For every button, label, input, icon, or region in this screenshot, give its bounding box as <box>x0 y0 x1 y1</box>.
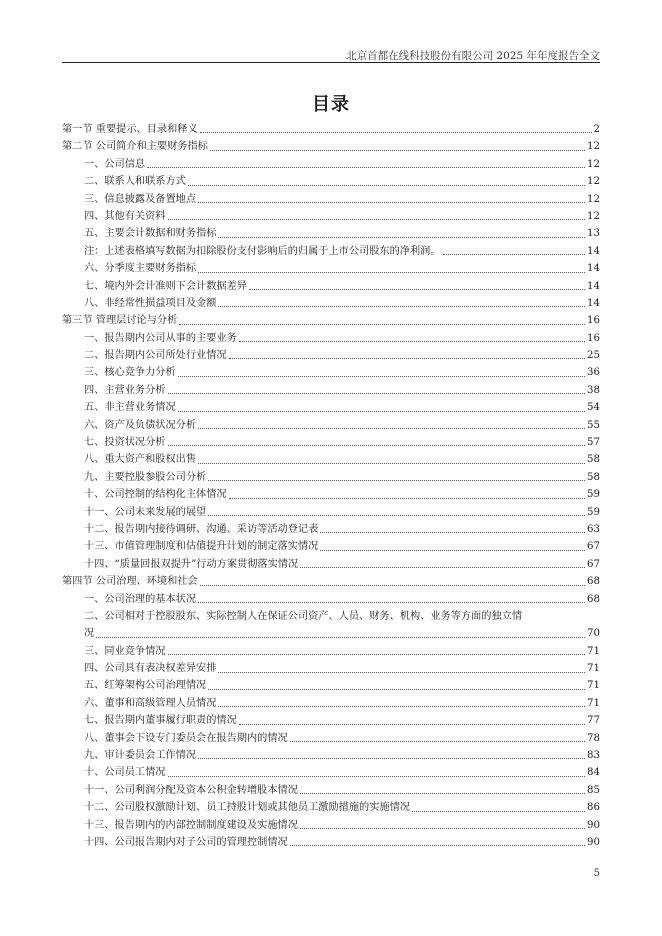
toc-entry[interactable] <box>62 225 600 242</box>
toc-entry[interactable] <box>62 399 600 416</box>
toc-entry-label: 九、审计委员会工作情况 <box>84 750 197 762</box>
toc-entry[interactable] <box>62 138 600 155</box>
toc-entry-label: 九、主要控股参股公司分析 <box>84 471 207 483</box>
toc-entry-page: 58 <box>587 471 600 483</box>
toc-entry-page: 16 <box>587 315 600 327</box>
toc-entry[interactable] <box>62 295 600 312</box>
toc-entry-label: 一、报告期内公司从事的主要业务 <box>84 332 237 344</box>
toc-entry-label: 六、分季度主要财务指标 <box>84 263 197 275</box>
toc-entry-label: 四、其他有关资料 <box>84 210 166 222</box>
toc-entry[interactable] <box>62 764 600 781</box>
toc-entry[interactable] <box>62 469 600 486</box>
toc-entry[interactable] <box>62 208 600 225</box>
toc-entry-page: 68 <box>587 576 600 588</box>
toc-entry-label: 十二、报告期内接待调研、沟通、采访等活动登记表 <box>84 523 319 535</box>
toc-entry-page: 86 <box>587 802 600 814</box>
toc-entry[interactable] <box>62 173 600 190</box>
toc-entry-page: 71 <box>587 663 600 675</box>
dot-leader <box>179 324 585 325</box>
toc-entry-label: 第一节 重要提示、目录和释义 <box>62 123 198 135</box>
toc-entry-label: 五、红筹架构公司治理情况 <box>84 680 207 692</box>
dot-leader <box>198 428 585 429</box>
toc-entry[interactable] <box>62 799 600 816</box>
toc-entry[interactable] <box>62 573 600 590</box>
toc-entry-label: 第二节 公司简介和主要财务指标 <box>62 141 208 153</box>
toc-entry-page: 70 <box>587 628 600 640</box>
dot-leader <box>218 306 585 307</box>
toc-entry-label: 三、信息披露及备置地点 <box>84 193 197 205</box>
dot-leader <box>239 341 585 342</box>
table-of-contents <box>62 121 600 851</box>
dot-leader <box>188 185 585 186</box>
toc-entry-label: 八、重大资产和股权出售 <box>84 454 197 466</box>
toc-entry-label: 十一、公司利润分配及资本公积金转增股本情况 <box>84 784 298 796</box>
toc-entry[interactable] <box>62 712 600 729</box>
toc-entry-label: 第四节 公司治理、环境和社会 <box>62 576 198 588</box>
dot-leader <box>198 602 585 603</box>
toc-title: 目录 <box>312 94 350 115</box>
toc-entry-label: 三、核心竞争力分析 <box>84 367 176 379</box>
dot-leader <box>320 550 585 551</box>
toc-entry[interactable] <box>62 417 600 434</box>
toc-entry-page: 55 <box>587 419 600 431</box>
toc-entry-label: 四、公司具有表决权差异安排 <box>84 663 217 675</box>
toc-entry-label: 十一、公司未来发展的展望 <box>84 506 207 518</box>
toc-entry[interactable] <box>62 330 600 347</box>
toc-entry-label: 十、公司员工情况 <box>84 767 166 779</box>
dot-leader <box>208 689 585 690</box>
dot-leader <box>229 358 585 359</box>
page-number: 5 <box>593 868 600 879</box>
dot-leader <box>229 498 585 499</box>
toc-entry[interactable] <box>62 591 600 608</box>
dot-leader <box>198 202 585 203</box>
toc-entry-page: 78 <box>587 732 600 744</box>
dot-leader <box>320 532 585 533</box>
dot-leader <box>168 393 586 394</box>
dot-leader <box>168 776 586 777</box>
toc-entry-page: 14 <box>587 263 600 275</box>
toc-entry[interactable] <box>62 486 600 503</box>
toc-entry-label: 八、董事会下设专门委员会在报告期内的情况 <box>84 732 288 744</box>
dot-leader <box>200 132 592 133</box>
toc-entry[interactable] <box>62 747 600 764</box>
toc-entry-page: 13 <box>587 228 600 240</box>
toc-entry-label: 况 <box>84 628 95 640</box>
toc-entry-page: 83 <box>587 750 600 762</box>
dot-leader <box>218 706 585 707</box>
toc-entry[interactable] <box>62 278 600 295</box>
toc-entry[interactable] <box>62 538 600 555</box>
toc-entry[interactable] <box>62 608 600 625</box>
dot-leader <box>218 237 585 238</box>
toc-entry-page: 25 <box>587 350 600 362</box>
dot-leader <box>168 654 586 655</box>
dot-leader <box>198 758 585 759</box>
toc-entry[interactable] <box>62 243 600 260</box>
toc-entry-page: 71 <box>587 697 600 709</box>
toc-entry-label: 五、主要会计数据和财务指标 <box>84 228 217 240</box>
toc-entry[interactable] <box>62 730 600 747</box>
toc-entry-label: 三、同业竞争情况 <box>84 645 166 657</box>
toc-entry-page: 90 <box>587 837 600 848</box>
toc-entry[interactable] <box>62 382 600 399</box>
toc-entry[interactable] <box>62 834 600 851</box>
toc-entry-label: 注：上述表格填写数据为扣除股份支付影响后的归属于上市公司股东的净利润。 <box>84 245 441 257</box>
dot-leader <box>198 272 585 273</box>
dot-leader <box>168 219 586 220</box>
toc-entry-page: 71 <box>587 680 600 692</box>
toc-entry-label: 十二、公司股权激励计划、员工持股计划或其他员工激励措施的实施情况 <box>84 802 410 814</box>
toc-entry[interactable] <box>62 678 600 695</box>
toc-entry-label: 二、报告期内公司所处行业情况 <box>84 350 227 362</box>
dot-leader <box>168 445 586 446</box>
toc-entry[interactable] <box>62 782 600 799</box>
toc-entry-continuation[interactable] <box>62 625 600 642</box>
toc-entry-page: 71 <box>587 645 600 657</box>
dot-leader <box>198 463 585 464</box>
toc-entry-page: 58 <box>587 454 600 466</box>
toc-entry-page: 67 <box>587 541 600 553</box>
toc-entry-label: 六、资产及负债状况分析 <box>84 419 197 431</box>
toc-entry-page: 84 <box>587 767 600 779</box>
toc-entry-page: 12 <box>587 158 600 170</box>
toc-entry[interactable] <box>62 817 600 834</box>
dot-leader <box>290 845 585 846</box>
toc-entry-label: 八、非经常性损益项目及金额 <box>84 297 217 309</box>
toc-entry-label: 二、公司相对于控股股东、实际控制人在保证公司资产、人员、财务、机构、业务等方面的独立情 <box>84 610 523 622</box>
toc-entry-page: 38 <box>587 384 600 396</box>
toc-entry-page: 68 <box>587 593 600 605</box>
dot-leader <box>290 741 585 742</box>
toc-entry[interactable] <box>62 521 600 538</box>
toc-entry-page: 14 <box>587 297 600 309</box>
toc-entry[interactable] <box>62 695 600 712</box>
toc-entry-label: 二、联系人和联系方式 <box>84 176 186 188</box>
dot-leader <box>218 672 585 673</box>
toc-entry-page: 67 <box>587 558 600 570</box>
dot-leader <box>443 254 585 255</box>
toc-entry[interactable] <box>62 643 600 660</box>
dot-leader <box>178 411 585 412</box>
toc-entry-page: 14 <box>587 280 600 292</box>
toc-entry-label: 七、投资状况分析 <box>84 437 166 449</box>
dot-leader <box>412 811 585 812</box>
running-header: 北京首都在线科技股份有限公司 2025 年年度报告全文 <box>346 50 600 62</box>
toc-entry-label: 十四、“质量回报双提升”行动方案贯彻落实情况 <box>84 558 299 570</box>
toc-entry-label: 十、公司控制的结构化主体情况 <box>84 489 227 501</box>
toc-entry-label: 第三节 管理层讨论与分析 <box>62 315 178 327</box>
dot-leader <box>239 724 585 725</box>
dot-leader <box>208 515 585 516</box>
header-rule <box>62 62 600 63</box>
toc-entry-page: 77 <box>587 715 600 727</box>
dot-leader <box>300 567 585 568</box>
toc-entry-page: 54 <box>587 402 600 414</box>
toc-entry-label: 四、主营业务分析 <box>84 384 166 396</box>
dot-leader <box>178 376 585 377</box>
toc-entry-page: 2 <box>593 123 600 135</box>
toc-entry-page: 85 <box>587 784 600 796</box>
dot-leader <box>300 793 585 794</box>
toc-entry[interactable] <box>62 451 600 468</box>
dot-leader <box>300 828 585 829</box>
toc-entry[interactable] <box>62 312 600 329</box>
toc-entry-page: 12 <box>587 141 600 153</box>
toc-entry[interactable] <box>62 556 600 573</box>
toc-entry-page: 59 <box>587 489 600 501</box>
toc-entry-page: 36 <box>587 367 600 379</box>
toc-entry-label: 十三、市值管理制度和估值提升计划的制定落实情况 <box>84 541 319 553</box>
dot-leader <box>147 167 585 168</box>
toc-entry-page: 12 <box>587 193 600 205</box>
toc-entry-label: 七、报告期内董事履行职责的情况 <box>84 715 237 727</box>
toc-entry-page: 12 <box>587 176 600 188</box>
toc-entry-label: 五、非主营业务情况 <box>84 402 176 414</box>
toc-entry-label: 十三、报告期内的内部控制制度建设及实施情况 <box>84 819 298 831</box>
toc-entry[interactable] <box>62 434 600 451</box>
toc-entry-page: 12 <box>587 210 600 222</box>
toc-entry-label: 一、公司信息 <box>84 158 146 170</box>
dot-leader <box>249 289 585 290</box>
toc-entry-label: 一、公司治理的基本状况 <box>84 593 197 605</box>
toc-entry[interactable] <box>62 660 600 677</box>
toc-entry-page: 57 <box>587 437 600 449</box>
dot-leader <box>96 637 585 638</box>
toc-entry-page: 16 <box>587 332 600 344</box>
toc-entry-label: 六、董事和高级管理人员情况 <box>84 697 217 709</box>
toc-entry-label: 十四、公司报告期内对子公司的管理控制情况 <box>84 837 288 848</box>
toc-entry-page: 63 <box>587 523 600 535</box>
toc-entry[interactable] <box>62 504 600 521</box>
toc-entry-page: 14 <box>587 245 600 257</box>
toc-entry-label: 七、境内外会计准则下会计数据差异 <box>84 280 247 292</box>
dot-leader <box>200 585 585 586</box>
toc-entry-page: 59 <box>587 506 600 518</box>
toc-entry[interactable] <box>62 121 600 138</box>
toc-entry[interactable] <box>62 260 600 277</box>
toc-entry-page: 90 <box>587 819 600 831</box>
toc-entry[interactable] <box>62 191 600 208</box>
toc-entry[interactable] <box>62 364 600 381</box>
toc-entry[interactable] <box>62 347 600 364</box>
dot-leader <box>208 480 585 481</box>
dot-leader <box>210 150 585 151</box>
toc-entry[interactable] <box>62 156 600 173</box>
